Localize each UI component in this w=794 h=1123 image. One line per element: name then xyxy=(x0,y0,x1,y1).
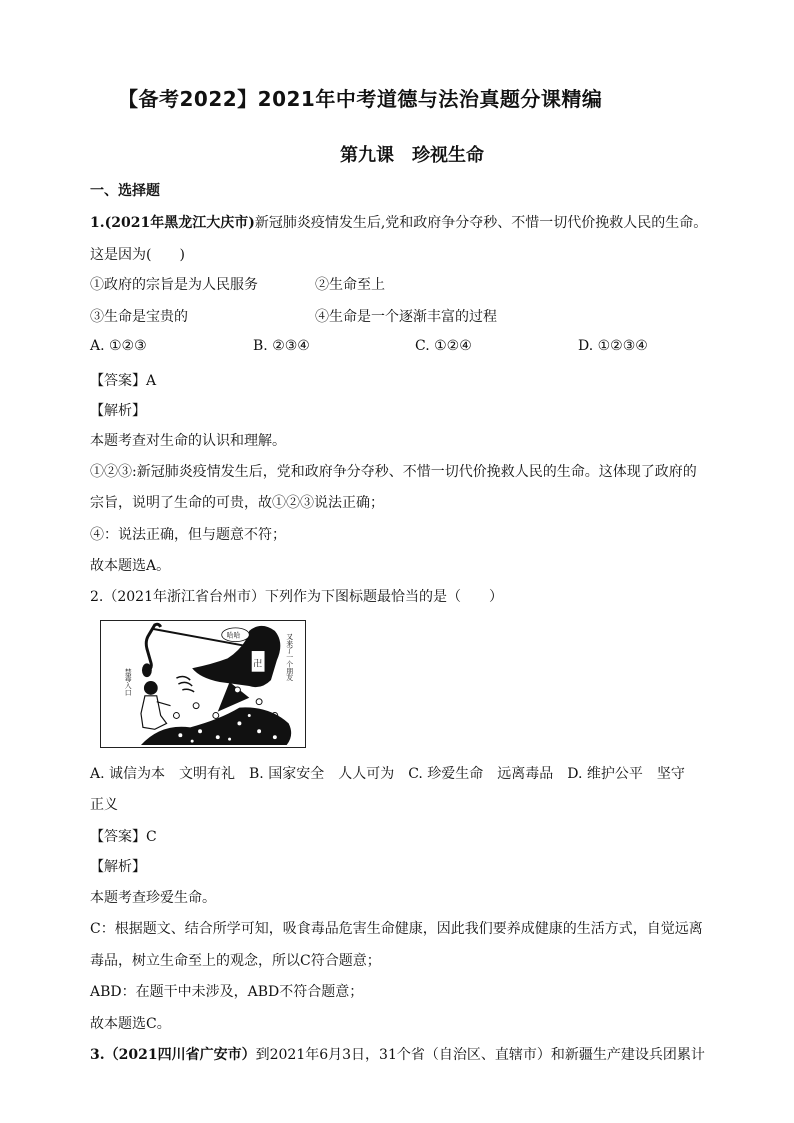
question-1-analysis-line: 本题考查对生命的认识和理解。 xyxy=(90,433,286,449)
question-2-analysis-line: ABD：在题干中未涉及，ABD不符合题意； xyxy=(90,984,364,1000)
svg-text:卍: 卍 xyxy=(253,659,263,670)
question-2-analysis-line: 本题考查珍爱生命。 xyxy=(90,890,216,906)
question-1-answer: 【答案】A xyxy=(90,373,157,389)
question-1-source: 1.(2021年黑龙江大庆市) xyxy=(90,215,255,231)
lesson-title: 第九课 珍视生命 xyxy=(340,145,484,166)
question-1-item-4: ④生命是一个逐渐丰富的过程 xyxy=(315,309,497,325)
question-3-source: 3.（2021四川省广安市） xyxy=(90,1047,256,1063)
question-1-analysis-line: ①②③:新冠肺炎疫情发生后，党和政府争分夺秒、不惜一切代价挽救人民的生命。这体现了政府的 xyxy=(90,464,697,480)
question-1-item-2: ②生命至上 xyxy=(315,277,385,293)
question-1-option-b: B. ②③④ xyxy=(253,338,310,354)
question-2-stem: 2.（2021年浙江省台州市）下列作为下图标题最恰当的是（ ） xyxy=(90,589,503,605)
cartoon-entrance-text: 禁毒入口 xyxy=(123,668,132,696)
question-1-analysis-line: 故本题选A。 xyxy=(90,558,171,574)
question-1-option-c: C. ①②④ xyxy=(415,338,472,354)
question-2-analysis-line: 毒品，树立生命至上的观念，所以C符合题意； xyxy=(90,953,381,969)
question-2-options: A. 诚信为本 文明有礼 B. 国家安全 人人可为 C. 珍爱生命 远离毒品 D. 维护公平 坚守 xyxy=(90,766,685,782)
anti-drug-cartoon-image xyxy=(100,620,306,748)
question-2-options-line2: 正义 xyxy=(90,797,118,813)
question-1-item-3: ③生命是宝贵的 xyxy=(90,309,188,325)
question-3-stem-text: 到2021年6月3日，31个省（自治区、直辖市）和新疆生产建设兵团累计 xyxy=(255,1047,705,1063)
question-1-option-d: D. ①②③④ xyxy=(578,338,648,354)
question-2-analysis-line: 故本题选C。 xyxy=(90,1016,171,1032)
question-1-analysis-line: 宗旨，说明了生命的可贵，故①②③说法正确； xyxy=(90,495,384,511)
question-1-stem xyxy=(90,212,707,232)
question-3-stem xyxy=(90,1044,705,1064)
cartoon-side-text: 又来了一个朋友 xyxy=(284,632,293,682)
question-1-analysis-line: ④：说法正确，但与题意不符； xyxy=(90,527,286,543)
question-1-item-1: ①政府的宗旨是为人民服务 xyxy=(90,277,258,293)
question-2-analysis-line: C：根据题文、结合所学可知，吸食毒品危害生命健康，因此我们要养成健康的生活方式，自觉远离 xyxy=(90,921,703,937)
question-2-analysis-title: 【解析】 xyxy=(90,859,146,875)
question-1-analysis-title: 【解析】 xyxy=(90,403,146,419)
question-1-stem-text: 新冠肺炎疫情发生后,党和政府争分夺秒、不惜一切代价挽救人民的生命。 xyxy=(254,215,708,231)
question-2-answer: 【答案】C xyxy=(90,829,157,845)
question-1-option-a: A. ①②③ xyxy=(90,338,147,354)
cartoon-laugh-text: 哈哈 xyxy=(226,631,241,640)
document-title: 【备考2022】2021年中考道德与法治真题分课精编 xyxy=(118,87,603,111)
section-heading: 一、选择题 xyxy=(90,183,160,199)
question-1-stem-line2: 这是因为( ) xyxy=(90,247,185,263)
